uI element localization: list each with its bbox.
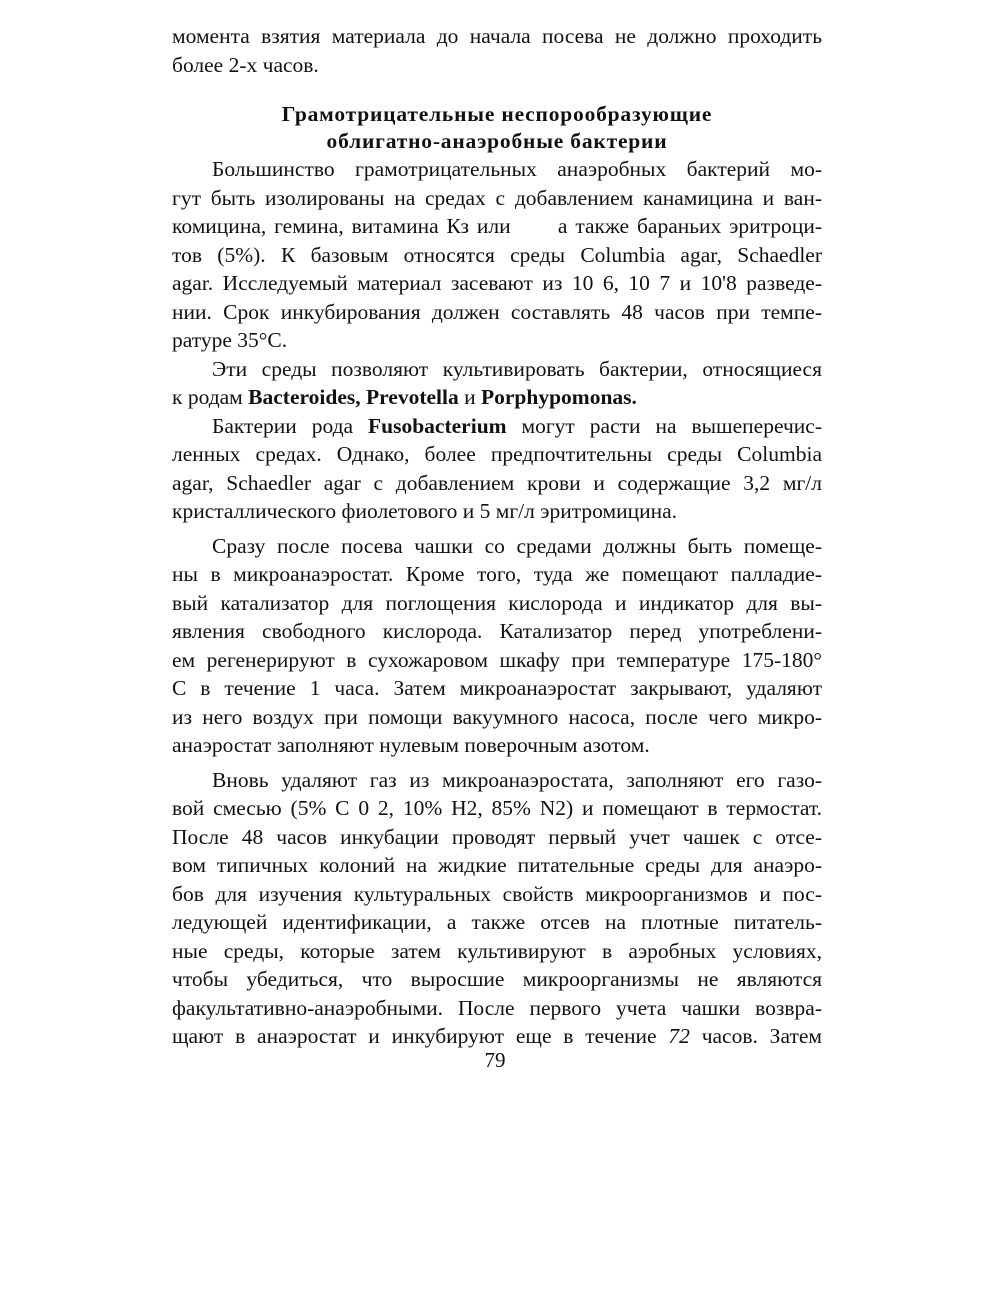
text-line: ные среды, которые затем культивируют в аэробных условиях, [172, 938, 822, 963]
intro-paragraph [172, 22, 822, 79]
text-line: гут быть изолированы на средах с добавлением канамицина и ван- [172, 185, 822, 210]
page-number: 79 [484, 1048, 506, 1072]
paragraph [172, 355, 822, 412]
text-span: к родам [172, 385, 249, 409]
text-line: agar. Исследуемый материал засевают из 10 6, 10 7 и 10'8 разведе- [172, 271, 822, 295]
text-line: кристаллического фиолетового и 5 мг/л эритромицина. [172, 499, 678, 523]
text-line: Вновь удаляют газ из микроанаэростата, заполняют его газо- [212, 767, 822, 792]
hours-number: 72 [668, 1024, 690, 1048]
text-line: бов для изучения культуральных свойств микроорганизмов и пос- [172, 881, 822, 906]
text-span: часов. Затем [689, 1024, 822, 1048]
paragraph [172, 766, 822, 1051]
text-span: щают в анаэростат и инкубируют еще в течение [172, 1024, 669, 1048]
text-line: момента взятия материала до начала посева не должно проходить [172, 24, 822, 48]
text-line: чтобы убедиться, что выросшие микроорганизмы не являются [172, 967, 822, 991]
text-span: Бактерии рода [212, 413, 369, 438]
text-line: ратуре 35°С. [172, 328, 288, 352]
text-line: более 2-х часов. [172, 52, 319, 77]
heading-line: облигатно-анаэробные бактерии [326, 129, 668, 153]
text-line [172, 383, 822, 412]
section-heading [172, 101, 822, 155]
heading-line: Грамотрицательные неспорообразующие [281, 102, 713, 126]
text-line: С в течение 1 часа. Затем микроанаэростат закрывают, удаляют [172, 676, 822, 700]
text-span: могут расти на вышеперечис- [506, 413, 822, 438]
text-line: анаэростат заполняют нулевым поверочным азотом. [172, 733, 650, 757]
text-line: вой смесью (5% С 0 2, 10% Н2, 85% N2) и помещают в термостат. [172, 796, 822, 820]
text-line: Эти среды позволяют культивировать бактерии, относящиеся [212, 356, 822, 381]
text-line: комицина, гемина, витамина Кз или а также бараньих эритроци- [172, 214, 822, 238]
text-line: После 48 часов инкубации проводят первый учет чашек с отсе- [172, 824, 822, 849]
text-line: явления свободного кислорода. Катализатор перед употреблени- [172, 619, 822, 643]
text-line: ледующей идентификации, а также отсев на плотные питатель- [172, 910, 822, 934]
genus-name: Bacteroides, Prevotella [248, 385, 459, 409]
text-line [172, 1022, 822, 1051]
paragraph [172, 155, 822, 355]
text-line [172, 412, 822, 441]
page-body [172, 22, 822, 1051]
text-line: вом типичных колоний на жидкие питательные среды для анаэро- [172, 853, 822, 877]
paragraph [172, 532, 822, 760]
text-line: факультативно-анаэробными. После первого учета чашки возвра- [172, 995, 822, 1020]
text-line: ем регенерируют в сухожаровом шкафу при температуре 175-180° [172, 647, 822, 672]
text-line: нии. Срок инкубирования должен составлять 48 часов при темпе- [172, 299, 822, 324]
text-line: ленных средах. Однако, более предпочтительны среды Columbia [172, 442, 822, 466]
text-line: тов (5%). К базовым относятся среды Columbia agar, Schaedler [172, 242, 822, 267]
text-line: вый катализатор для поглощения кислорода и индикатор для вы- [172, 590, 822, 615]
genus-name: Porphypomonas. [481, 385, 637, 409]
text-line: Сразу после посева чашки со средами должны быть помеще- [212, 533, 822, 558]
text-line: из него воздух при помощи вакуумного насоса, после чего микро- [172, 704, 822, 729]
text-line: Большинство грамотрицательных анаэробных бактерий мо- [212, 157, 822, 181]
text-line: ны в микроанаэростат. Кроме того, туда же помещают палладие- [172, 562, 822, 586]
paragraph [172, 412, 822, 526]
genus-name: Fusobacterium [368, 413, 507, 438]
text-line: agar, Schaedler agar с добавлением крови и содержащие 3,2 мг/л [172, 470, 822, 495]
text-span: и [458, 385, 481, 409]
